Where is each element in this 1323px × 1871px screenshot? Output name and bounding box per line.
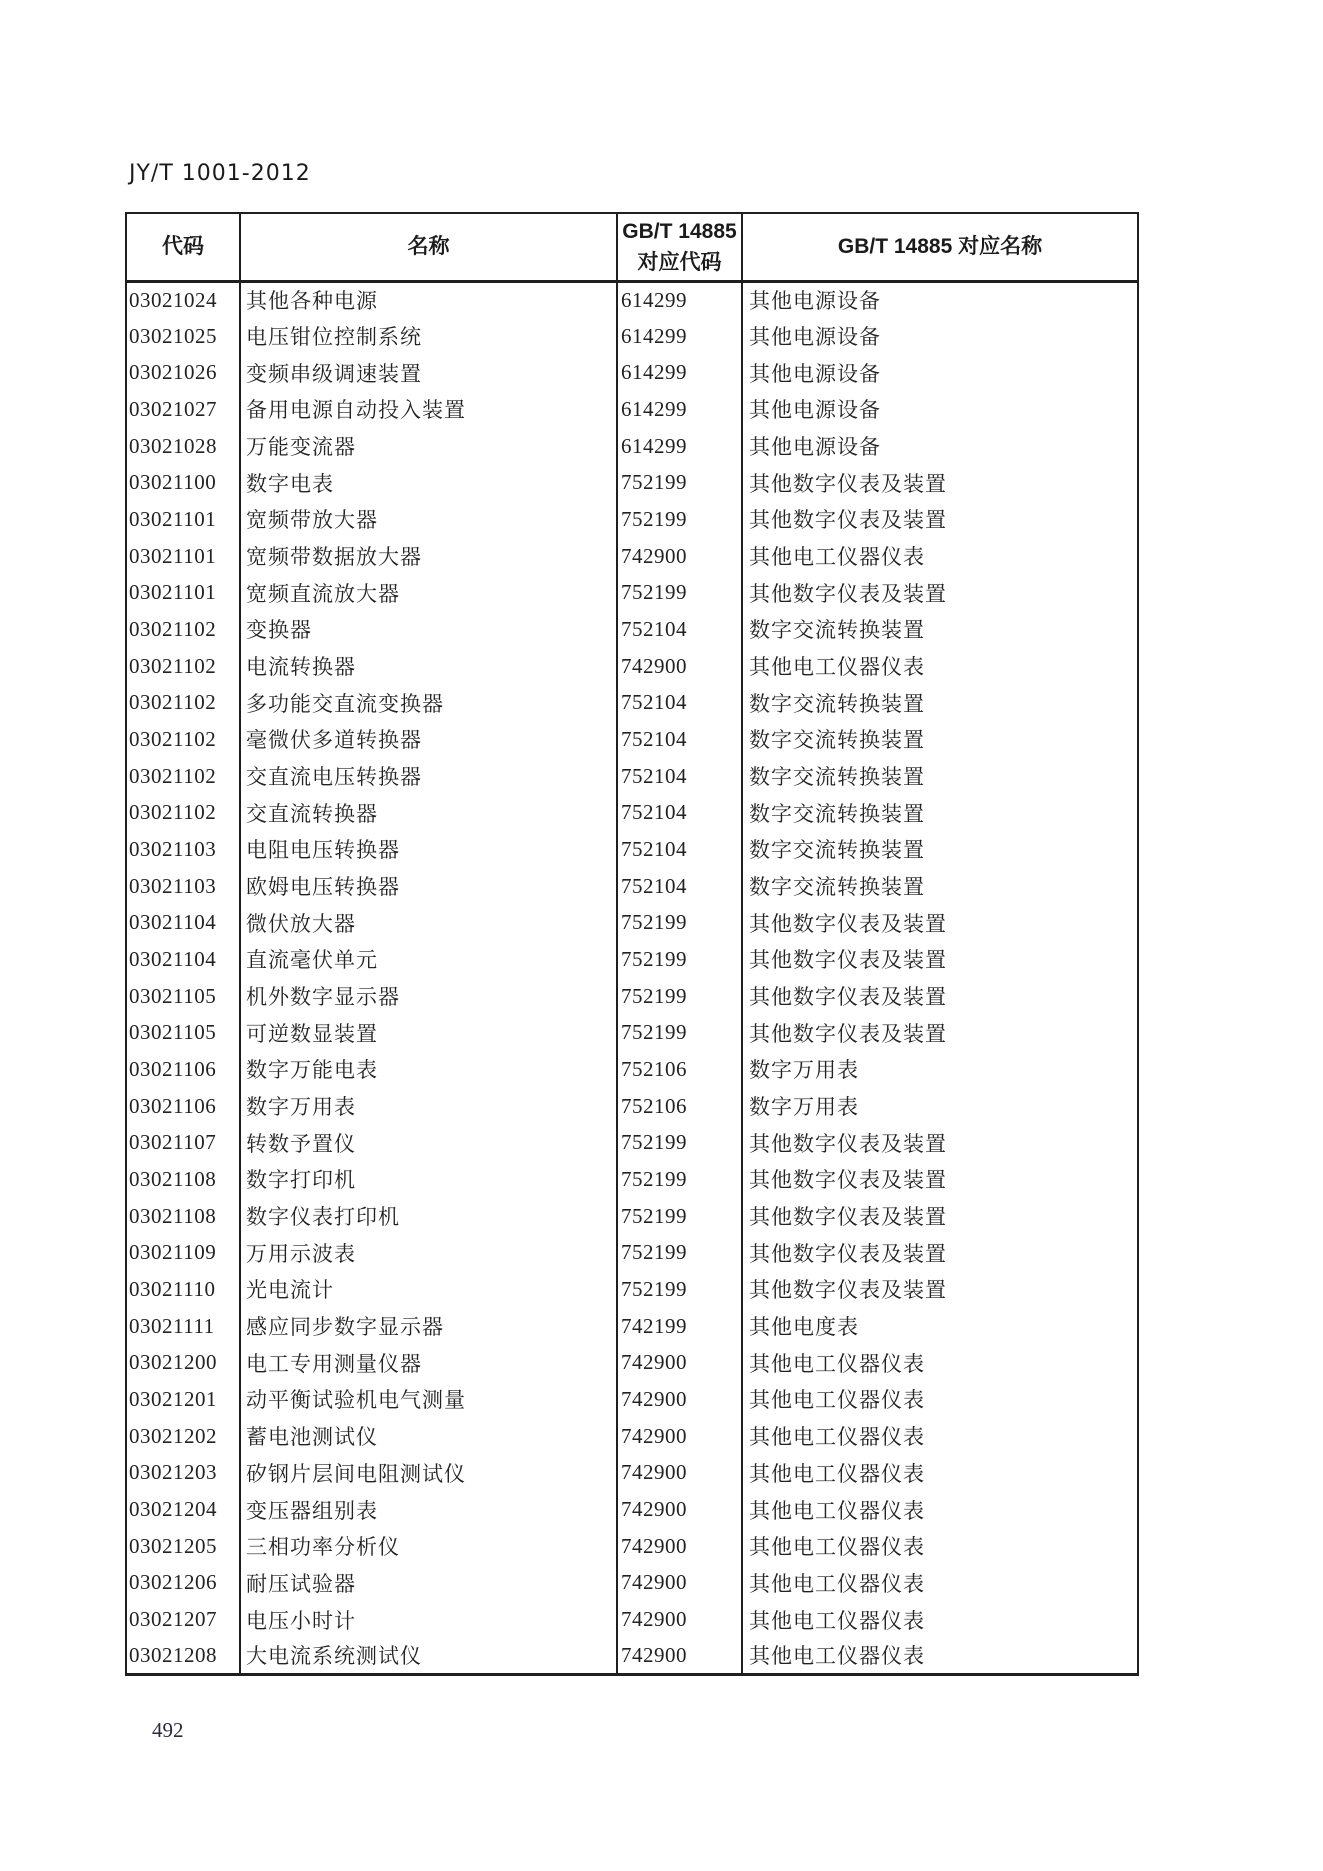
cell-name: 直流毫伏单元 xyxy=(240,941,617,978)
cell-gb-code: 752104 xyxy=(617,831,742,868)
cell-name: 数字万能电表 xyxy=(240,1051,617,1088)
cell-gb-code: 752199 xyxy=(617,574,742,611)
cell-code: 03021203 xyxy=(126,1455,240,1492)
cell-gb-name: 其他电工仪器仪表 xyxy=(742,1344,1138,1381)
cell-gb-name: 其他数字仪表及装置 xyxy=(742,1271,1138,1308)
cell-code: 03021026 xyxy=(126,354,240,391)
cell-gb-name: 数字万用表 xyxy=(742,1051,1138,1088)
cell-name: 三相功率分析仪 xyxy=(240,1528,617,1565)
cell-gb-code: 742900 xyxy=(617,648,742,685)
cell-name: 交直流电压转换器 xyxy=(240,758,617,795)
cell-gb-code: 752104 xyxy=(617,758,742,795)
cell-name: 可逆数显装置 xyxy=(240,1014,617,1051)
cell-code: 03021202 xyxy=(126,1418,240,1455)
page-number: 492 xyxy=(152,1718,184,1742)
table-row xyxy=(126,794,1138,831)
cell-code: 03021101 xyxy=(126,574,240,611)
cell-code: 03021108 xyxy=(126,1161,240,1198)
cell-code: 03021207 xyxy=(126,1601,240,1638)
cell-code: 03021025 xyxy=(126,318,240,355)
cell-gb-code: 614299 xyxy=(617,391,742,428)
cell-gb-code: 752199 xyxy=(617,1271,742,1308)
cell-gb-name: 其他数字仪表及装置 xyxy=(742,574,1138,611)
table-row xyxy=(126,501,1138,538)
cell-code: 03021107 xyxy=(126,1124,240,1161)
cell-gb-name: 其他数字仪表及装置 xyxy=(742,1124,1138,1161)
cell-gb-code: 752199 xyxy=(617,1014,742,1051)
cell-gb-code: 752199 xyxy=(617,464,742,501)
cell-code: 03021101 xyxy=(126,538,240,575)
cell-gb-name: 数字交流转换装置 xyxy=(742,684,1138,721)
cell-name: 宽频直流放大器 xyxy=(240,574,617,611)
cell-gb-name: 其他数字仪表及装置 xyxy=(742,904,1138,941)
cell-code: 03021201 xyxy=(126,1381,240,1418)
header-row xyxy=(126,213,1138,281)
cell-gb-name: 其他电度表 xyxy=(742,1308,1138,1345)
table-row xyxy=(126,281,1138,318)
cell-gb-name: 其他数字仪表及装置 xyxy=(742,941,1138,978)
cell-code: 03021205 xyxy=(126,1528,240,1565)
cell-gb-code: 742900 xyxy=(617,1601,742,1638)
cell-code: 03021108 xyxy=(126,1198,240,1235)
cell-gb-name: 数字交流转换装置 xyxy=(742,758,1138,795)
cell-gb-name: 数字交流转换装置 xyxy=(742,794,1138,831)
cell-gb-name: 其他电工仪器仪表 xyxy=(742,1455,1138,1492)
code-mapping-table xyxy=(125,212,1139,1676)
cell-gb-code: 752104 xyxy=(617,868,742,905)
cell-name: 数字仪表打印机 xyxy=(240,1198,617,1235)
cell-gb-code: 742900 xyxy=(617,538,742,575)
cell-gb-code: 752199 xyxy=(617,904,742,941)
cell-gb-name: 其他数字仪表及装置 xyxy=(742,501,1138,538)
cell-name: 矽钢片层间电阻测试仪 xyxy=(240,1455,617,1492)
table-row xyxy=(126,1308,1138,1345)
cell-gb-code: 614299 xyxy=(617,428,742,465)
cell-gb-code: 752106 xyxy=(617,1088,742,1125)
cell-gb-name: 其他电源设备 xyxy=(742,281,1138,318)
cell-name: 备用电源自动投入装置 xyxy=(240,391,617,428)
cell-code: 03021102 xyxy=(126,721,240,758)
table-row xyxy=(126,1088,1138,1125)
table-row xyxy=(126,464,1138,501)
header-code xyxy=(126,213,240,281)
cell-code: 03021103 xyxy=(126,831,240,868)
cell-gb-name: 其他电工仪器仪表 xyxy=(742,1418,1138,1455)
cell-code: 03021102 xyxy=(126,758,240,795)
table-row xyxy=(126,428,1138,465)
table-row xyxy=(126,1491,1138,1528)
cell-gb-name: 其他电工仪器仪表 xyxy=(742,1491,1138,1528)
cell-code: 03021103 xyxy=(126,868,240,905)
table-row xyxy=(126,868,1138,905)
cell-name: 变压器组别表 xyxy=(240,1491,617,1528)
cell-name: 转数予置仪 xyxy=(240,1124,617,1161)
cell-gb-name: 其他电源设备 xyxy=(742,391,1138,428)
cell-gb-name: 其他电工仪器仪表 xyxy=(742,648,1138,685)
cell-gb-name: 数字交流转换装置 xyxy=(742,611,1138,648)
cell-gb-name: 数字交流转换装置 xyxy=(742,868,1138,905)
cell-name: 变换器 xyxy=(240,611,617,648)
table-row xyxy=(126,611,1138,648)
cell-name: 变频串级调速装置 xyxy=(240,354,617,391)
cell-gb-code: 742900 xyxy=(617,1381,742,1418)
table-row xyxy=(126,758,1138,795)
table-row xyxy=(126,1455,1138,1492)
cell-gb-code: 614299 xyxy=(617,354,742,391)
cell-gb-name: 数字交流转换装置 xyxy=(742,831,1138,868)
cell-gb-name: 其他电源设备 xyxy=(742,318,1138,355)
cell-name: 宽频带放大器 xyxy=(240,501,617,538)
header-name-label: 名称 xyxy=(407,235,450,259)
table-row xyxy=(126,684,1138,721)
cell-gb-code: 752199 xyxy=(617,941,742,978)
cell-gb-code: 614299 xyxy=(617,318,742,355)
cell-name: 机外数字显示器 xyxy=(240,978,617,1015)
table-row xyxy=(126,574,1138,611)
cell-name: 微伏放大器 xyxy=(240,904,617,941)
cell-name: 数字打印机 xyxy=(240,1161,617,1198)
table-row xyxy=(126,831,1138,868)
cell-code: 03021102 xyxy=(126,794,240,831)
cell-gb-name: 其他数字仪表及装置 xyxy=(742,978,1138,1015)
cell-name: 万用示波表 xyxy=(240,1234,617,1271)
cell-gb-code: 752199 xyxy=(617,978,742,1015)
table-row xyxy=(126,318,1138,355)
cell-gb-code: 752199 xyxy=(617,501,742,538)
cell-gb-code: 742900 xyxy=(617,1418,742,1455)
cell-name: 电阻电压转换器 xyxy=(240,831,617,868)
cell-code: 03021024 xyxy=(126,281,240,318)
table-row xyxy=(126,1638,1138,1675)
cell-code: 03021106 xyxy=(126,1051,240,1088)
cell-name: 电压钳位控制系统 xyxy=(240,318,617,355)
cell-gb-code: 752199 xyxy=(617,1198,742,1235)
cell-gb-code: 752104 xyxy=(617,611,742,648)
table-row xyxy=(126,391,1138,428)
cell-name: 耐压试验器 xyxy=(240,1565,617,1602)
table-row xyxy=(126,1344,1138,1381)
cell-name: 电流转换器 xyxy=(240,648,617,685)
cell-gb-name: 其他数字仪表及装置 xyxy=(742,1234,1138,1271)
cell-code: 03021104 xyxy=(126,941,240,978)
cell-name: 宽频带数据放大器 xyxy=(240,538,617,575)
cell-gb-code: 752104 xyxy=(617,794,742,831)
cell-code: 03021028 xyxy=(126,428,240,465)
cell-name: 数字万用表 xyxy=(240,1088,617,1125)
cell-gb-code: 742199 xyxy=(617,1308,742,1345)
table-row xyxy=(126,1418,1138,1455)
table-row xyxy=(126,1234,1138,1271)
table-row xyxy=(126,1271,1138,1308)
cell-gb-code: 752104 xyxy=(617,684,742,721)
cell-code: 03021106 xyxy=(126,1088,240,1125)
cell-gb-code: 752199 xyxy=(617,1161,742,1198)
table-row xyxy=(126,1565,1138,1602)
table-row xyxy=(126,941,1138,978)
cell-name: 万能变流器 xyxy=(240,428,617,465)
cell-name: 光电流计 xyxy=(240,1271,617,1308)
cell-gb-code: 752199 xyxy=(617,1234,742,1271)
cell-code: 03021105 xyxy=(126,978,240,1015)
table-row xyxy=(126,1198,1138,1235)
table-row xyxy=(126,1601,1138,1638)
table-row xyxy=(126,648,1138,685)
cell-code: 03021200 xyxy=(126,1344,240,1381)
cell-code: 03021102 xyxy=(126,648,240,685)
cell-name: 电压小时计 xyxy=(240,1601,617,1638)
cell-gb-name: 其他电工仪器仪表 xyxy=(742,1565,1138,1602)
cell-name: 感应同步数字显示器 xyxy=(240,1308,617,1345)
header-gb-name-label: GB/T 14885 对应名称 xyxy=(837,235,1043,259)
cell-gb-name: 其他数字仪表及装置 xyxy=(742,1198,1138,1235)
cell-name: 大电流系统测试仪 xyxy=(240,1638,617,1675)
cell-code: 03021110 xyxy=(126,1271,240,1308)
cell-gb-code: 752199 xyxy=(617,1124,742,1161)
cell-gb-name: 其他数字仪表及装置 xyxy=(742,1014,1138,1051)
cell-code: 03021208 xyxy=(126,1638,240,1675)
cell-gb-name: 其他电源设备 xyxy=(742,428,1138,465)
table-row xyxy=(126,1124,1138,1161)
cell-gb-name: 其他数字仪表及装置 xyxy=(742,1161,1138,1198)
table-row xyxy=(126,1161,1138,1198)
header-gb-name xyxy=(742,213,1138,281)
table-row xyxy=(126,354,1138,391)
header-code-label: 代码 xyxy=(162,235,204,259)
cell-code: 03021101 xyxy=(126,501,240,538)
cell-gb-code: 742900 xyxy=(617,1455,742,1492)
standard-number: JY/T 1001-2012 xyxy=(129,161,311,186)
cell-code: 03021100 xyxy=(126,464,240,501)
table-row xyxy=(126,1051,1138,1088)
table-row xyxy=(126,1528,1138,1565)
cell-code: 03021027 xyxy=(126,391,240,428)
cell-gb-code: 742900 xyxy=(617,1638,742,1675)
cell-gb-name: 数字交流转换装置 xyxy=(742,721,1138,758)
cell-name: 动平衡试验机电气测量 xyxy=(240,1381,617,1418)
cell-gb-code: 742900 xyxy=(617,1491,742,1528)
table-body xyxy=(126,281,1138,1675)
table-header xyxy=(126,213,1138,281)
cell-gb-code: 742900 xyxy=(617,1528,742,1565)
cell-gb-code: 614299 xyxy=(617,281,742,318)
cell-code: 03021105 xyxy=(126,1014,240,1051)
cell-code: 03021111 xyxy=(126,1308,240,1345)
cell-name: 其他各种电源 xyxy=(240,281,617,318)
cell-name: 电工专用测量仪器 xyxy=(240,1344,617,1381)
cell-gb-name: 数字万用表 xyxy=(742,1088,1138,1125)
table-row xyxy=(126,978,1138,1015)
cell-gb-name: 其他电源设备 xyxy=(742,354,1138,391)
table-row xyxy=(126,904,1138,941)
cell-gb-name: 其他电工仪器仪表 xyxy=(742,1528,1138,1565)
cell-name: 交直流转换器 xyxy=(240,794,617,831)
header-gb-code-line2: 对应代码 xyxy=(637,250,722,274)
table-row xyxy=(126,721,1138,758)
cell-code: 03021104 xyxy=(126,904,240,941)
cell-gb-name: 其他电工仪器仪表 xyxy=(742,1381,1138,1418)
cell-name: 蓄电池测试仪 xyxy=(240,1418,617,1455)
header-gb-code xyxy=(617,213,742,281)
header-gb-code-line1: GB/T 14885 xyxy=(622,219,737,243)
cell-name: 欧姆电压转换器 xyxy=(240,868,617,905)
cell-gb-name: 其他电工仪器仪表 xyxy=(742,1638,1138,1675)
cell-gb-code: 752106 xyxy=(617,1051,742,1088)
cell-code: 03021206 xyxy=(126,1565,240,1602)
cell-name: 数字电表 xyxy=(240,464,617,501)
cell-code: 03021204 xyxy=(126,1491,240,1528)
table-row xyxy=(126,538,1138,575)
table-row xyxy=(126,1014,1138,1051)
cell-gb-name: 其他电工仪器仪表 xyxy=(742,538,1138,575)
header-name xyxy=(240,213,617,281)
cell-gb-code: 742900 xyxy=(617,1565,742,1602)
cell-name: 多功能交直流变换器 xyxy=(240,684,617,721)
cell-gb-code: 742900 xyxy=(617,1344,742,1381)
cell-name: 毫微伏多道转换器 xyxy=(240,721,617,758)
table-row xyxy=(126,1381,1138,1418)
cell-code: 03021102 xyxy=(126,611,240,648)
cell-code: 03021109 xyxy=(126,1234,240,1271)
cell-code: 03021102 xyxy=(126,684,240,721)
cell-gb-name: 其他数字仪表及装置 xyxy=(742,464,1138,501)
cell-gb-code: 752104 xyxy=(617,721,742,758)
cell-gb-name: 其他电工仪器仪表 xyxy=(742,1601,1138,1638)
